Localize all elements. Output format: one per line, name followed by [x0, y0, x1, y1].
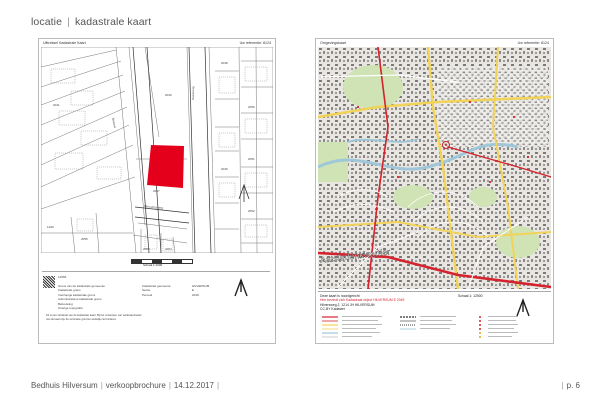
section-subtitle: kadastrale kaart: [74, 16, 152, 28]
sectie-value: E: [192, 288, 195, 293]
gemeente-label: Kadastrale gemeente: [142, 284, 171, 288]
parcel-number: 2050: [248, 105, 255, 109]
parcel-number: 2051: [248, 157, 255, 161]
legend-item: Administratieve kadastrale grens: [58, 297, 102, 302]
street-label-bronsweg: Bronsweg: [191, 86, 196, 100]
parcel-number: 2052: [248, 209, 255, 213]
overview-info-block: [318, 291, 551, 342]
legend-item: Voorlopige kadastrale grens: [58, 292, 96, 297]
footer-doc: verkoopbrochure: [105, 381, 166, 390]
page-number: [559, 381, 580, 390]
parcel-number: 1290: [47, 225, 54, 229]
kadaster-logo-icon: [232, 278, 250, 298]
footer-separator: |: [216, 381, 220, 390]
parcel-number: 2053: [143, 247, 150, 251]
title-separator: |: [64, 16, 73, 28]
overview-map-header-right: Uw referentie: 8124: [517, 41, 549, 45]
cadastral-map-sheet: [38, 38, 276, 344]
info-license: CC-BY Kadaster: [320, 307, 346, 312]
cadastral-map: [41, 47, 273, 253]
parcel-number: 2054: [165, 247, 172, 251]
cadastral-notes: Dit is een uittreksel van de kadastrale kaart. Bij het ontwerpen van werkzaamheden met de kaart zijn de verstrekte grenzen wettelijk niet bindend.: [46, 314, 142, 321]
scale-text: Schaal 1:1000: [143, 263, 163, 267]
perceel-label: Perceel: [142, 292, 153, 297]
page-footer: [31, 381, 222, 390]
info-object: Hier bevindt zich Kadastraal object HILVERSUM E 2049: [320, 298, 405, 303]
legend-item: Overige topografie: [58, 306, 83, 310]
street-label-mercurrusweg: Mercurrusweg: [143, 204, 164, 210]
overview-scale-text: Schaal 1: 12500: [458, 294, 483, 298]
overview-map-sheet: [315, 38, 554, 344]
parcel-number: 2047: [153, 189, 160, 193]
overview-map: [318, 47, 551, 289]
parcel-number: 2055: [81, 237, 88, 241]
sectie-label: Sectie: [142, 288, 151, 293]
info-address: Hilversweg 2, 1214 JH HILVERSUM: [320, 302, 375, 307]
page-title: [31, 16, 151, 28]
parcel-number: 2048: [221, 61, 228, 65]
cadastral-info-block: [42, 271, 270, 340]
parcel-number: 2041: [53, 103, 60, 107]
gemeente-value: HILVERSUM: [192, 284, 210, 288]
section-title: locatie: [31, 16, 63, 28]
footer-date: 14.12.2017: [173, 381, 214, 390]
legend-item: Grens van de kadastrale gemeente: [58, 284, 105, 288]
parcel-number: 2049: [221, 167, 228, 171]
footer-project: Bedhuis Hilversum: [31, 381, 98, 390]
info-north: Deze kaart is noordgericht: [320, 294, 360, 298]
district-label: Aatsledenkwartier: [319, 246, 392, 265]
cadastral-map-drawing: [41, 47, 273, 253]
footer-separator: |: [561, 381, 564, 390]
cadastral-map-header-left: Uittreksel Kadastrale Kaart: [43, 41, 86, 45]
street-label-boeuve: Boeuve: [111, 117, 118, 129]
subject-parcel: [147, 145, 184, 188]
legend-item: Kadastrale grens: [58, 288, 81, 293]
qr-code-icon: [43, 276, 55, 288]
overview-map-header-left: Omgevingskaart: [320, 41, 347, 45]
footer-separator: |: [168, 381, 171, 390]
legend-item: Bebouwing: [58, 301, 73, 306]
cadastral-map-header-right: Uw referentie: 8124: [239, 41, 271, 45]
qr-code-number: 12565: [58, 275, 67, 279]
overview-legend: [320, 314, 549, 340]
page-number-text: p. 6: [566, 381, 580, 390]
perceel-value: 2049: [192, 292, 199, 297]
footer-separator: |: [100, 381, 103, 390]
parcel-number: 2040: [165, 93, 172, 97]
